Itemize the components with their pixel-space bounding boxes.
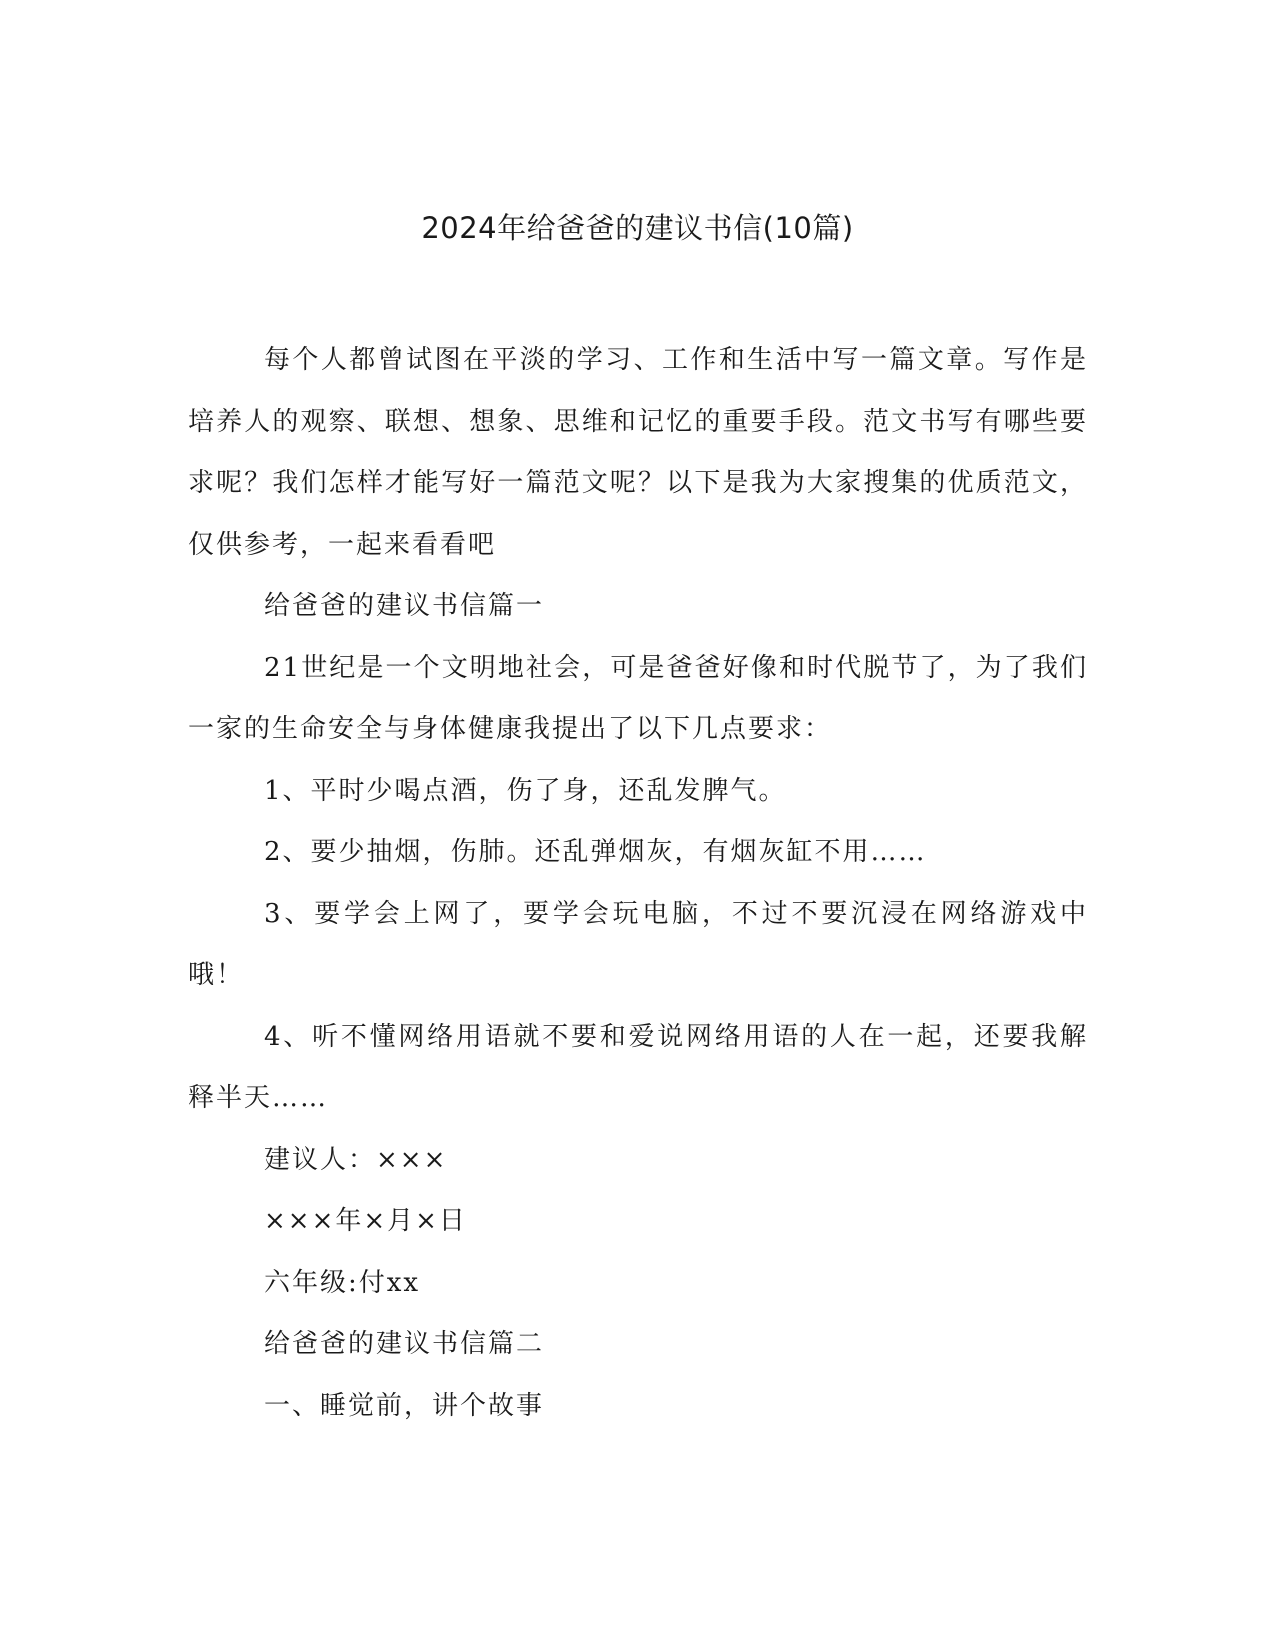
list-item-4: 4、听不懂网络用语就不要和爱说网络用语的人在一起，还要我解释半天…… xyxy=(188,1021,1088,1113)
signature-name: 建议人：××× xyxy=(264,1144,448,1175)
document-body xyxy=(188,330,1088,1437)
section-heading-2: 给爸爸的建议书信篇二 xyxy=(264,1329,545,1359)
signature-grade: 六年级:付xx xyxy=(264,1267,421,1298)
signature-date: ×××年×月×日 xyxy=(264,1206,467,1236)
list-item-2: 2、要少抽烟，伤肺。还乱弹烟灰，有烟灰缸不用…… xyxy=(264,837,927,867)
intro-paragraph: 每个人都曾试图在平淡的学习、工作和生活中写一篇文章。写作是培养人的观察、联想、想象、思维和记忆的重要手段。范文书写有哪些要求呢？我们怎样才能写好一篇范文呢？以下是我为大家搜集的优质范文，仅供参考，一起来看看吧 xyxy=(188,345,1088,560)
list-item-3: 3、要学会上网了，要学会玩电脑，不过不要沉浸在网络游戏中哦！ xyxy=(188,898,1088,990)
section-heading-1: 给爸爸的建议书信篇一 xyxy=(264,591,545,621)
document-title: 2024年给爸爸的建议书信(10篇) xyxy=(421,211,854,245)
body-paragraph: 21世纪是一个文明地社会，可是爸爸好像和时代脱节了，为了我们一家的生命安全与身体健康我提出了以下几点要求： xyxy=(188,652,1088,744)
list-item-1: 1、平时少喝点酒，伤了身，还乱发脾气。 xyxy=(264,775,787,806)
body-paragraph-2: 一、睡觉前，讲个故事 xyxy=(264,1390,545,1421)
